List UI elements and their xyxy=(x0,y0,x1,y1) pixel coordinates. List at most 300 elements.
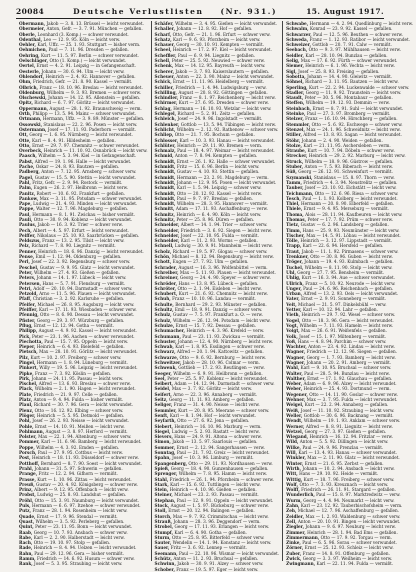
entry-detail: Josef — 25. 8. 93. Freising — gefallen. xyxy=(298,68,380,74)
entry-detail: Hans — 4. 8. 94. Parchim — schwer verw. xyxy=(297,338,387,344)
entry-detail: Ernst — 4. 2. 91. Leipzig — in Gefangenschaft. xyxy=(36,63,136,69)
entry-detail: Ernst — 8. 7. 91. Suhl — leicht verwundet. xyxy=(312,105,404,111)
entry-name: Zörner, xyxy=(286,545,304,551)
entry-name: Scheffler, xyxy=(154,52,177,58)
entry-detail: Alfred — 19. 1. 96. Halle — leicht verwundet. xyxy=(34,158,132,164)
entry-detail: Heinrich — 16. 12. 94. Fritzlar — verw. xyxy=(309,434,393,440)
entry-detail: Heinrich — 11. 10. 92. Osnabrück — leicht verw. xyxy=(43,148,148,154)
entry-detail: Alfred — 13. 8. 93. Sagan — leicht verwundet. xyxy=(303,132,402,138)
entry-detail: Franz — 8. 1. 97. Reichenberg — leicht verw. xyxy=(179,95,276,101)
entry-detail: Heinrich — 29. 2. 92. Marburg — leicht verw. xyxy=(308,153,406,159)
entry-detail: Fritz — 15. 6. 96. Berlin — leicht verw. xyxy=(176,164,260,170)
entry-detail: Paul — 15. 8. 97. Marktredwitz — verw. xyxy=(316,492,401,498)
entry-detail: Wilhelm — 5. 3. 94. Kiel — in Gefangenschaft. xyxy=(38,153,137,159)
entry-name: Stumpf, xyxy=(154,529,174,535)
entry-name: Thiel, xyxy=(286,201,300,207)
entry-name: Raab, xyxy=(19,529,33,535)
entry-detail: Walter — 12. 7. 96. Magdeburg — gefallen. xyxy=(36,206,129,212)
entry-name: Tesch, xyxy=(286,195,301,201)
entry-name: Penner, xyxy=(19,248,37,254)
issue-date: 15. August 1917. xyxy=(306,7,384,16)
entry-detail: Max — 26. 6. 91. Weißenfels — gefallen. xyxy=(301,328,387,334)
entry-name: Sprenger, xyxy=(154,471,178,477)
entry-name: Stadler, xyxy=(286,89,305,95)
entry-name: Ostermann, xyxy=(19,126,47,132)
entry-name: Paasch, xyxy=(19,153,37,159)
entry-name: Schwarze, xyxy=(154,354,179,360)
entry-name: Zahn, xyxy=(286,503,300,509)
entry-name: Siebert, xyxy=(154,423,174,429)
entry-name: Stöhr, xyxy=(286,137,301,143)
entry-name: Schulz, xyxy=(154,317,172,323)
entry-name: Schneider, xyxy=(154,222,180,228)
entry-name: Petri, xyxy=(19,285,32,291)
entry-detail: Franz — 7. 3. 92. Köslin — gefallen. xyxy=(35,370,112,376)
entry-detail: Albert — 9. 12. 95. Offenbach — leicht verw. xyxy=(34,487,129,493)
entry-name: Pappe, xyxy=(19,206,35,212)
entry-detail: Heinrich — 4. 3. 96. Krefeld — verw. xyxy=(186,328,265,334)
entry-name: Seibert, xyxy=(154,381,174,387)
entry-name: Pommer, xyxy=(19,439,40,445)
entry-name: Schwab, xyxy=(154,344,174,350)
entry-detail: Hans — 29. 10. 92. Heide — vermißt. xyxy=(299,471,379,477)
entry-detail: Karl — 1. 8. 95. Esslingen — schwer verw. xyxy=(175,344,265,350)
entry-name: Weigel, xyxy=(286,402,304,408)
entry-detail: Franz — 18. 10. 96. Breslau — leicht verwundet. xyxy=(39,84,143,90)
entry-name: Stahl, xyxy=(154,476,169,482)
entry-name: Schott, xyxy=(154,259,172,265)
entry-detail: Wilhelm — 27. 4. 93. Gießen — gefallen. xyxy=(34,269,120,275)
entry-detail: Anton — 7. 5. 93. Biberach — leicht verw. xyxy=(304,164,394,170)
entry-name: Schmitz, xyxy=(154,211,175,217)
entry-name: Schreiner, xyxy=(154,275,179,281)
entry-name: Schütz, xyxy=(154,555,172,561)
entry-name: Oehmichen, xyxy=(19,47,48,53)
entry-name: Schmidt, xyxy=(154,174,176,180)
entry-detail: Jakob — 28. 10. 96. Colmar — verm. xyxy=(182,360,260,365)
entry-name: Wegener, xyxy=(286,391,308,397)
entry-detail: Franz — 19. 5. 97. Eger — leicht verw. xyxy=(176,566,259,572)
entry-name: Tuchel, xyxy=(286,264,304,270)
entry-detail: Paul — 18. 4. 97. Weimar — leicht verwundet. xyxy=(177,148,275,154)
page-header xyxy=(16,6,384,17)
entry-name: Weber, xyxy=(286,386,303,392)
entry-detail: Otto — 9. 3. 97. Mühlhausen — leicht verw. xyxy=(308,47,401,53)
entry-name: Seeger, xyxy=(154,370,172,376)
entry-detail: Max — 3. 11. 95. Potsdam — schwer verwundet. xyxy=(39,195,143,201)
publication-title: Deutsche Verlustlisten xyxy=(73,7,204,16)
entry-name: Ziegler, xyxy=(286,524,305,530)
entry-detail: Franz — 5. 10. 92. Neurode — leicht verw. xyxy=(305,280,396,286)
entry-detail: Jakob — 3. 7. 93. Kaiserslautern — gefallen. xyxy=(175,68,270,74)
entry-name: Vogel, xyxy=(286,317,301,323)
entry-detail: Josef — 24. 9. 96. Ingolstadt — vermißt. xyxy=(177,116,263,122)
entry-name: Prasse, xyxy=(19,476,36,482)
entry-detail: Emil — 18. 9. 91. Danzig — schwer verw. xyxy=(174,307,263,313)
entry-detail: Kurt — 22. 2. 94. Luckenwalde — schwer verw. xyxy=(308,84,410,90)
entry-name: Perl, xyxy=(19,259,30,265)
entry-detail: Bernhard — 29. 2. 93. Münster — gefallen. xyxy=(175,301,267,307)
entry-detail: Ernst — 17. 1. 92. Glauchau — gefallen. xyxy=(307,375,393,381)
entry-detail: Gustav — 15. 5. 90. Stettin — leicht verwundet. xyxy=(34,174,137,180)
entry-detail: Richard — 3. 11. 95. Bautzen — leicht verw. xyxy=(305,79,399,85)
entry-detail: Max — 24. 1. 96. Schweidnitz — leicht verw. xyxy=(306,126,401,132)
entry-name: Wendt, xyxy=(286,418,303,424)
entry-detail: Friedrich — 12. 12. 96. Siegen — gefallen. xyxy=(306,349,397,355)
entry-name: Schindler, xyxy=(154,95,179,101)
entry-detail: Paul — 23. 11. 93. Zwickau — vermißt. xyxy=(182,333,265,339)
entry-name: Werner, xyxy=(286,423,305,429)
entry-detail: Hermann — 16. 10. 93. Wetzlar — leicht verw. xyxy=(173,105,272,111)
entry-name: Trenkner, xyxy=(286,254,309,260)
entry-detail: Otto — 29. 11. 93. Nordhausen — verw. xyxy=(188,460,273,466)
entry-name: Scheel, xyxy=(154,47,172,53)
entry-name: Schuster, xyxy=(154,338,177,344)
entry-detail: Max — 1. 2. 93. Waldenburg — schwer verw. xyxy=(305,513,401,519)
entry-name: Schlegel, xyxy=(154,111,177,117)
header-rule xyxy=(16,18,384,19)
entry-detail: Hermann — 20. 8. 90. Elberfeld — gefallen. xyxy=(300,201,394,207)
entry-detail: Bernhard — 8. 7. 90. Soest — leicht verwundet. xyxy=(40,460,143,466)
entry-name: Thoma, xyxy=(286,211,304,217)
entry-name: Schober, xyxy=(154,566,175,572)
entry-name: Schneider, xyxy=(154,238,180,244)
page-number: 20084 xyxy=(16,7,45,16)
entry-detail: Heinrich — 8. 4. 94. Uelzen — leicht verwundet. xyxy=(33,545,137,551)
entry-detail: Paul — 24. 6. 96. Reichenbach — gefallen. xyxy=(303,285,394,291)
entry-name: Wild, xyxy=(286,439,299,445)
entry-name: Pfennig, xyxy=(19,312,39,318)
entry-detail: Wilhelm — 28. 3. 95. Hannover — vermißt. xyxy=(176,201,269,207)
entry-detail: Johann — 9. 6. 97. Neuburg — leicht verw. xyxy=(305,524,396,530)
entry-name: Stephan, xyxy=(154,497,176,503)
entry-detail: Jakob — 3. 8. 13. Brüssel — leicht verwundet. xyxy=(46,21,144,26)
entry-detail: Alfred — 20. 1. 94. Kattowitz — gefallen. xyxy=(176,349,264,355)
entry-detail: Kurt — 20. 8. 95. Meerane — schwer verw. xyxy=(178,407,270,413)
entry-name: Schwarzer, xyxy=(286,31,312,37)
entry-detail: Georg — 26. 12. 91. Schweinfurt — vermißt. xyxy=(298,169,393,175)
entry-detail: Johann — 24. 11. 95. Passau — leicht verw. xyxy=(31,375,124,381)
entry-name: Wetzel, xyxy=(286,428,304,434)
entry-name: Staudt, xyxy=(286,95,304,101)
entry-name: Seliger, xyxy=(154,402,173,408)
entry-detail: Albert — 4. 5. 97. Erfurt — leicht verwundet. xyxy=(33,227,129,233)
entry-name: Süß, xyxy=(286,169,297,175)
entry-name: Schumacher, xyxy=(154,328,185,334)
entry-detail: Heinrich — 6. 1. 96. Vechta — leicht verw. xyxy=(305,63,395,69)
entry-name: Ohm, xyxy=(19,79,32,85)
entry-name: Pick, xyxy=(19,333,31,339)
column-2 xyxy=(151,21,283,572)
entry-detail: Max — 3. 7. 95. Fulda — leicht verwundet. xyxy=(306,397,398,403)
publication-title-block xyxy=(73,6,277,17)
entry-detail: Otto — 9. 6. 92. Bernburg — leicht verw. xyxy=(179,354,266,360)
entry-detail: Friedrich, Gefr. — 21. 8. 90. Kassel — vermißt. xyxy=(32,79,133,85)
entry-name: Schubert, xyxy=(154,291,178,297)
entry-name: Walter, xyxy=(286,370,303,376)
entry-detail: Georg — 4. 4. 94. Neumarkt — leicht verw. xyxy=(303,497,395,503)
entry-name: Schlenker, xyxy=(154,121,180,127)
entry-detail: Adolf — 20. 10. 94. Darmstadt — schwer verw. xyxy=(33,285,133,291)
entry-detail: Peter — 17. 7. 92. Prüm — schwer verw. xyxy=(307,216,394,222)
entry-detail: August — 28. 1. 92. Braunschweig — verm. xyxy=(49,105,142,111)
entry-detail: Wilhelm — 3. 4. 95. Gießen — leicht verwundet. xyxy=(175,21,278,26)
entry-detail: Franz — 1. 12. 93. Ratibor — leicht verwundet. xyxy=(309,36,411,42)
entry-detail: Karl — 10. 12. 94. Lahr — gefallen. xyxy=(302,307,378,313)
entry-name: Ott, xyxy=(19,132,28,138)
entry-detail: Otto — 15. 3. 91. Naumburg — leicht verwundet. xyxy=(34,497,140,503)
entry-detail: Arno — 11. 5. 96. Plauen — leicht verwundet. xyxy=(39,291,137,297)
entry-detail: Johann — 20. 2. 91. Amberg — vermißt. xyxy=(306,360,392,365)
entry-name: Tietz, xyxy=(286,222,300,228)
entry-name: Schweizer, xyxy=(286,42,312,48)
entry-name: Schweda, xyxy=(286,36,309,42)
entry-detail: Max — 9. 7. 92. Crimmitschau — leicht verw. xyxy=(172,513,269,519)
entry-detail: Georg — 1. 6. 95. Nürnberg — leicht verwundet. xyxy=(29,132,133,138)
entry-name: Timm, xyxy=(286,227,302,233)
entry-name: Schleich, xyxy=(154,116,177,122)
entry-detail: Alfred — 8. 8. 91. Liegnitz — leicht verw. xyxy=(305,423,393,429)
entry-detail: Michael — 26. 8. 95. Augsburg — leicht verw. xyxy=(37,301,135,307)
entry-name: Seidler, xyxy=(286,52,304,58)
entry-name: Plack, xyxy=(19,386,34,392)
entry-name: Rach, xyxy=(19,540,33,546)
entry-detail: Paul — 6. 5. 96. Sorau — schwer verwundet. xyxy=(302,540,397,546)
entry-detail: Michael — 23. 2. 93. Passau — vermißt. xyxy=(174,492,259,498)
entry-detail: Friedrich — 1. 4. 94. Ludwigsburg — verw. xyxy=(175,84,267,90)
entry-name: Oesterle, xyxy=(19,68,41,74)
entry-detail: Kurt — 1. 10. 96. Zittau — leicht verwundet. xyxy=(37,476,132,482)
entry-detail: Michael — 21. 5. 97. Dinkelsbühl — verw. xyxy=(298,301,387,307)
entry-name: Schliep, xyxy=(154,132,174,138)
entry-name: Seidel, xyxy=(154,386,171,392)
entry-name: Steinbach, xyxy=(286,105,312,111)
entry-name: Pilz, xyxy=(19,354,30,360)
entry-detail: Heinrich — 6. 4. 90. Köln — leicht verw. xyxy=(176,211,262,217)
entry-detail: Karl — 28. 10. 94. Bunzlau — gefallen. xyxy=(305,52,388,58)
entry-name: Pietsch, xyxy=(19,349,38,355)
entry-name: Schaller, xyxy=(154,26,176,32)
entry-name: Wagner, xyxy=(286,349,306,355)
entry-detail: Paul — 27. 9. 95. Cottbus — leicht verw. xyxy=(37,450,124,456)
entry-name: Winter, xyxy=(286,460,304,466)
entry-name: Puls, xyxy=(19,503,31,509)
entry-detail: Gustav — 20. 4. 92. Königsberg — schwer verw. xyxy=(36,481,138,487)
entry-detail: Karl — 15. 6. 92. Tuttlingen — leicht verw. xyxy=(170,481,261,487)
entry-detail: Georg — 18. 4. 90. Gunzenhausen — gefallen. xyxy=(170,465,269,471)
entry-detail: Ludwig — 5. 2. 93. Rastatt — leicht verw. xyxy=(171,428,260,434)
entry-name: Pfeiffer, xyxy=(19,307,38,313)
entry-name: Schulte, xyxy=(154,301,174,307)
entry-detail: Anton — 7. 8. 94. Kempten — gefallen. xyxy=(174,153,258,159)
entry-detail: Otto — 5. 6. 92. Eschwege — schwer verw. xyxy=(311,121,403,127)
entry-name: Schmitz, xyxy=(154,216,175,222)
entry-name: Teichmann, xyxy=(286,190,314,196)
entry-name: Stenzel, xyxy=(286,126,305,132)
entry-name: Seel, xyxy=(154,375,166,381)
entry-detail: Karl — 13. 4. 93. Hanau — schwer verwundet. xyxy=(298,450,397,456)
entry-detail: Georg — 29. 3. 97. Würzburg — gefallen. xyxy=(36,317,125,323)
entry-detail: Friedrich — 26. 11. 91. Stargard — gefallen. xyxy=(301,487,396,493)
entry-name: Poppe, xyxy=(19,444,35,450)
entry-name: Spahn, xyxy=(154,455,171,461)
entry-detail: Paul — 9. 7. 97. Breslau — gefallen. xyxy=(176,195,253,201)
entry-detail: Karl — 22. 6. 94. Hersfeld — gefallen. xyxy=(302,243,384,249)
entry-name: Sommer, xyxy=(154,444,176,450)
entry-detail: Gustav — 9. 9. 95. Glatz — leicht verwundet. xyxy=(39,264,136,270)
entry-detail: Ernst — 29. 7. 97. Chemnitz — schwer verwundet. xyxy=(32,142,140,148)
entry-detail: Georg — 10. 7. 93. Ansbach — schwer verw. xyxy=(33,529,128,535)
entry-name: Schneider, xyxy=(154,232,180,238)
entry-name: Oertel, xyxy=(19,63,36,69)
entry-detail: Otto — 18. 3. 96. Gera — leicht verwundet. xyxy=(301,317,394,323)
entry-name: Spangenberg, xyxy=(154,460,188,466)
entry-name: Quast, xyxy=(19,518,35,524)
entry-detail: Alfred — 13. 2. 93. Oels — leicht verwundet. xyxy=(303,291,399,297)
entry-detail: Ernst — 12. 12. 94. Gotha — vermißt. xyxy=(33,322,114,328)
entry-name: Schilling, xyxy=(154,89,177,95)
casualty-list-columns xyxy=(16,21,414,572)
entry-detail: Josef — 17. 11. 93. Paderborn — vermißt. xyxy=(47,126,137,132)
entry-name: Pohlmann, xyxy=(19,428,45,434)
entry-name: Schatz, xyxy=(154,36,172,42)
entry-name: Volk, xyxy=(286,333,298,339)
entry-name: Zimmermann, xyxy=(286,534,320,540)
entry-name: Olschewski, xyxy=(19,95,47,101)
entry-detail: Albert — 14. 1. 94. Trier — schwer verw. xyxy=(180,222,268,228)
entry-name: Pankow, xyxy=(19,195,39,201)
entry-detail: Hans — 13. 8. 95. Lübeck — gefallen. xyxy=(178,280,259,286)
entry-name: Sauter, xyxy=(154,540,172,546)
entry-name: Voß, xyxy=(286,338,297,344)
entry-name: Zwick, xyxy=(286,555,302,561)
entry-name: Schröter, xyxy=(154,285,177,291)
entry-name: Pfeifer, xyxy=(19,301,37,307)
entry-detail: Max — 3. 7. 92. Görlitz — leicht verw. xyxy=(171,386,253,392)
entry-name: Schmidt, xyxy=(154,169,176,175)
entry-name: Preuß, xyxy=(19,481,35,487)
entry-name: Wolf, xyxy=(286,481,299,487)
entry-name: Wiegand, xyxy=(286,434,309,440)
entry-detail: Wilhelm — 19. 1. 93. Anklam — schwer verw. xyxy=(303,418,401,424)
entry-name: Plaul, xyxy=(19,402,33,408)
entry-detail: Heinrich — 2. 4. 92. Hannover — gefallen. xyxy=(45,73,136,79)
entry-detail: Ernst — 2. 12. 94. Sangerhausen — verw. xyxy=(176,444,265,450)
entry-name: Otto, xyxy=(19,142,31,148)
entry-name: Olbrich, xyxy=(19,84,39,90)
entry-detail: Karl — 22. 11. 94. Fulda — vermißt. xyxy=(316,561,394,567)
entry-detail: Heinrich — 3. 12. 97. Lippstadt — vermißt. xyxy=(300,238,393,244)
entry-name: Sigl, xyxy=(286,68,297,74)
entry-detail: Karl — 2. 2. 90. Halberstadt — leicht verw. xyxy=(33,534,125,540)
entry-name: Putz, xyxy=(19,508,31,514)
entry-detail: Max — 2. 11. 90. Glatz — leicht verwundet. xyxy=(307,455,400,461)
entry-name: Oberle, xyxy=(19,31,37,37)
entry-name: Seifert, xyxy=(154,391,172,397)
entry-detail: Michael — 12. 7. 96. Aschaffenburg — gefallen. xyxy=(297,508,400,514)
entry-detail: Heinrich — 18. 11. 93. Düsseldorf — schwer verw. xyxy=(31,455,139,461)
entry-detail: Josef — 23. 10. 92. Eichstätt — leicht verw. xyxy=(304,185,397,191)
entry-name: Schön, xyxy=(154,254,171,260)
entry-detail: August — 20. 8. 92. Göttingen — gefallen. xyxy=(178,89,268,95)
entry-name: Pense, xyxy=(19,254,35,260)
entry-name: Paul, xyxy=(19,211,31,217)
entry-detail: Eugen — 26. 2. 97. Heilbronn — leicht verw. xyxy=(33,185,129,191)
entry-detail: Wendelin — 14. 1. 94. Konstanz — leicht verw. xyxy=(172,540,272,546)
entry-name: Will, xyxy=(286,450,298,456)
entry-detail: Peter — 25. 5. 97. Koblenz — leicht verwundet. xyxy=(167,375,268,381)
entry-name: Peldszus, xyxy=(19,238,41,244)
entry-name: Peiffer, xyxy=(19,232,36,238)
entry-name: Prinz, xyxy=(19,487,33,493)
entry-name: Opitz, xyxy=(19,100,33,106)
entry-name: Winkler, xyxy=(286,455,306,461)
entry-name: Strauß, xyxy=(154,518,173,524)
entry-name: Scherer, xyxy=(154,68,175,74)
entry-name: Obermeier, xyxy=(19,26,46,32)
entry-detail: Richard — 7. 8. 90. Liegnitz — vermißt. xyxy=(31,243,116,249)
entry-detail: Adam — 17. 11. 93. Aschaffenburg — verw. xyxy=(175,206,268,212)
entry-detail: Otto — 17. 9. 92. Torgau — verm. xyxy=(320,534,392,540)
entry-detail: Jakob — 11. 1. 92. Pirmasens — schwer verw. xyxy=(301,248,399,254)
entry-detail: Johann — 12. 8. 92. Hof — gefallen. xyxy=(176,26,253,32)
entry-detail: Georg — 11. 11. 93. Amberg — gefallen. xyxy=(168,397,255,403)
entry-name: Piechotta, xyxy=(19,338,43,344)
entry-name: Padberg, xyxy=(19,169,40,175)
entry-name: Ullrich, xyxy=(286,280,304,286)
entry-detail: Ernst — 17. 9. 96. Stendal — vermißt. xyxy=(36,513,118,519)
entry-name: Quade, xyxy=(19,513,36,519)
entry-detail: Ernst — 26. 1. 92. Halle — schwer verwundet. xyxy=(176,158,276,164)
entry-detail: Johann — 2. 4. 90. Weiden — gefallen. xyxy=(301,137,383,143)
entry-name: Schultz, xyxy=(154,307,174,313)
entry-name: Steiner, xyxy=(154,492,173,498)
entry-name: Weiß, xyxy=(286,407,300,413)
entry-detail: Otto — 8. 6. 90. Dessau — leicht verwundet. xyxy=(40,312,135,318)
entry-name: Pingel, xyxy=(19,360,36,365)
entry-name: Pohle, xyxy=(19,423,34,429)
entry-detail: Ludwig — 25. 8. 93. Landshut — gefallen. xyxy=(37,492,127,498)
entry-detail: Heinrich — 25. 4. 93. Dortmund — verm. xyxy=(303,386,391,392)
entry-name: Pabst, xyxy=(19,158,34,164)
entry-name: Stoll, xyxy=(154,508,167,514)
entry-detail: Anton — 5. 5. 92. Dillingen — leicht verw. xyxy=(299,439,389,445)
entry-detail: Franz — 16. 10. 94. Hirschberg — gefallen. xyxy=(305,116,398,122)
entry-detail: Heinrich — 28. 1. 94. Bad Ems — gefallen. xyxy=(307,529,398,535)
entry-detail: Josef — 22. 3. 92. Regensburg — schwer verw. xyxy=(31,259,131,265)
column-3 xyxy=(282,21,416,567)
entry-detail: Johann — 19. 4. 93. Kulmbach — gefallen. xyxy=(304,259,394,265)
entry-detail: Anton — 23. 4. 92. Lindau — leicht verw. xyxy=(308,344,395,350)
entry-detail: Johann — 14. 1. 97. Lübeck — leicht verw. xyxy=(36,275,127,281)
entry-detail: Wilhelm — 19. 12. 93. Demmin — verw. xyxy=(305,100,390,106)
entry-detail: Max — 17. 6. 92. Fürth — schwer verwundet. xyxy=(300,58,398,64)
entry-detail: Kurt — 16. 3. 94. Aue — schwer verwundet. xyxy=(301,275,395,281)
entry-detail: Kurt — 22. 2. 94. Annaberg — gefallen. xyxy=(304,402,389,408)
entry-name: Schrader, xyxy=(154,264,178,270)
entry-detail: Wilhelm — 6. 9. 91. Heilbronn — gefallen. xyxy=(173,370,263,376)
list-entry xyxy=(19,561,148,566)
entry-name: Schiller, xyxy=(154,84,174,90)
entry-detail: Karl — 9. 10. 95. Bruchsal — schwer verw. xyxy=(300,365,392,371)
entry-detail: Jakob — 13. 5. 97. Saarlouis — gefallen. xyxy=(172,439,258,445)
entry-detail: Peter — 30. 5. 96. Montabaur — gefallen. xyxy=(304,95,393,101)
entry-name: Stiller, xyxy=(286,132,302,138)
entry-name: Pischel, xyxy=(19,381,38,387)
entry-detail: Johann — 14. 12. 95. Allenstein — gefallen. xyxy=(48,95,141,101)
entry-detail: Wilhelm — 3. 5. 92. Perleberg — gefallen. xyxy=(35,518,125,524)
entry-detail: Karl — 10. 3. 93. Hanau — leicht verwundet. xyxy=(179,137,275,143)
